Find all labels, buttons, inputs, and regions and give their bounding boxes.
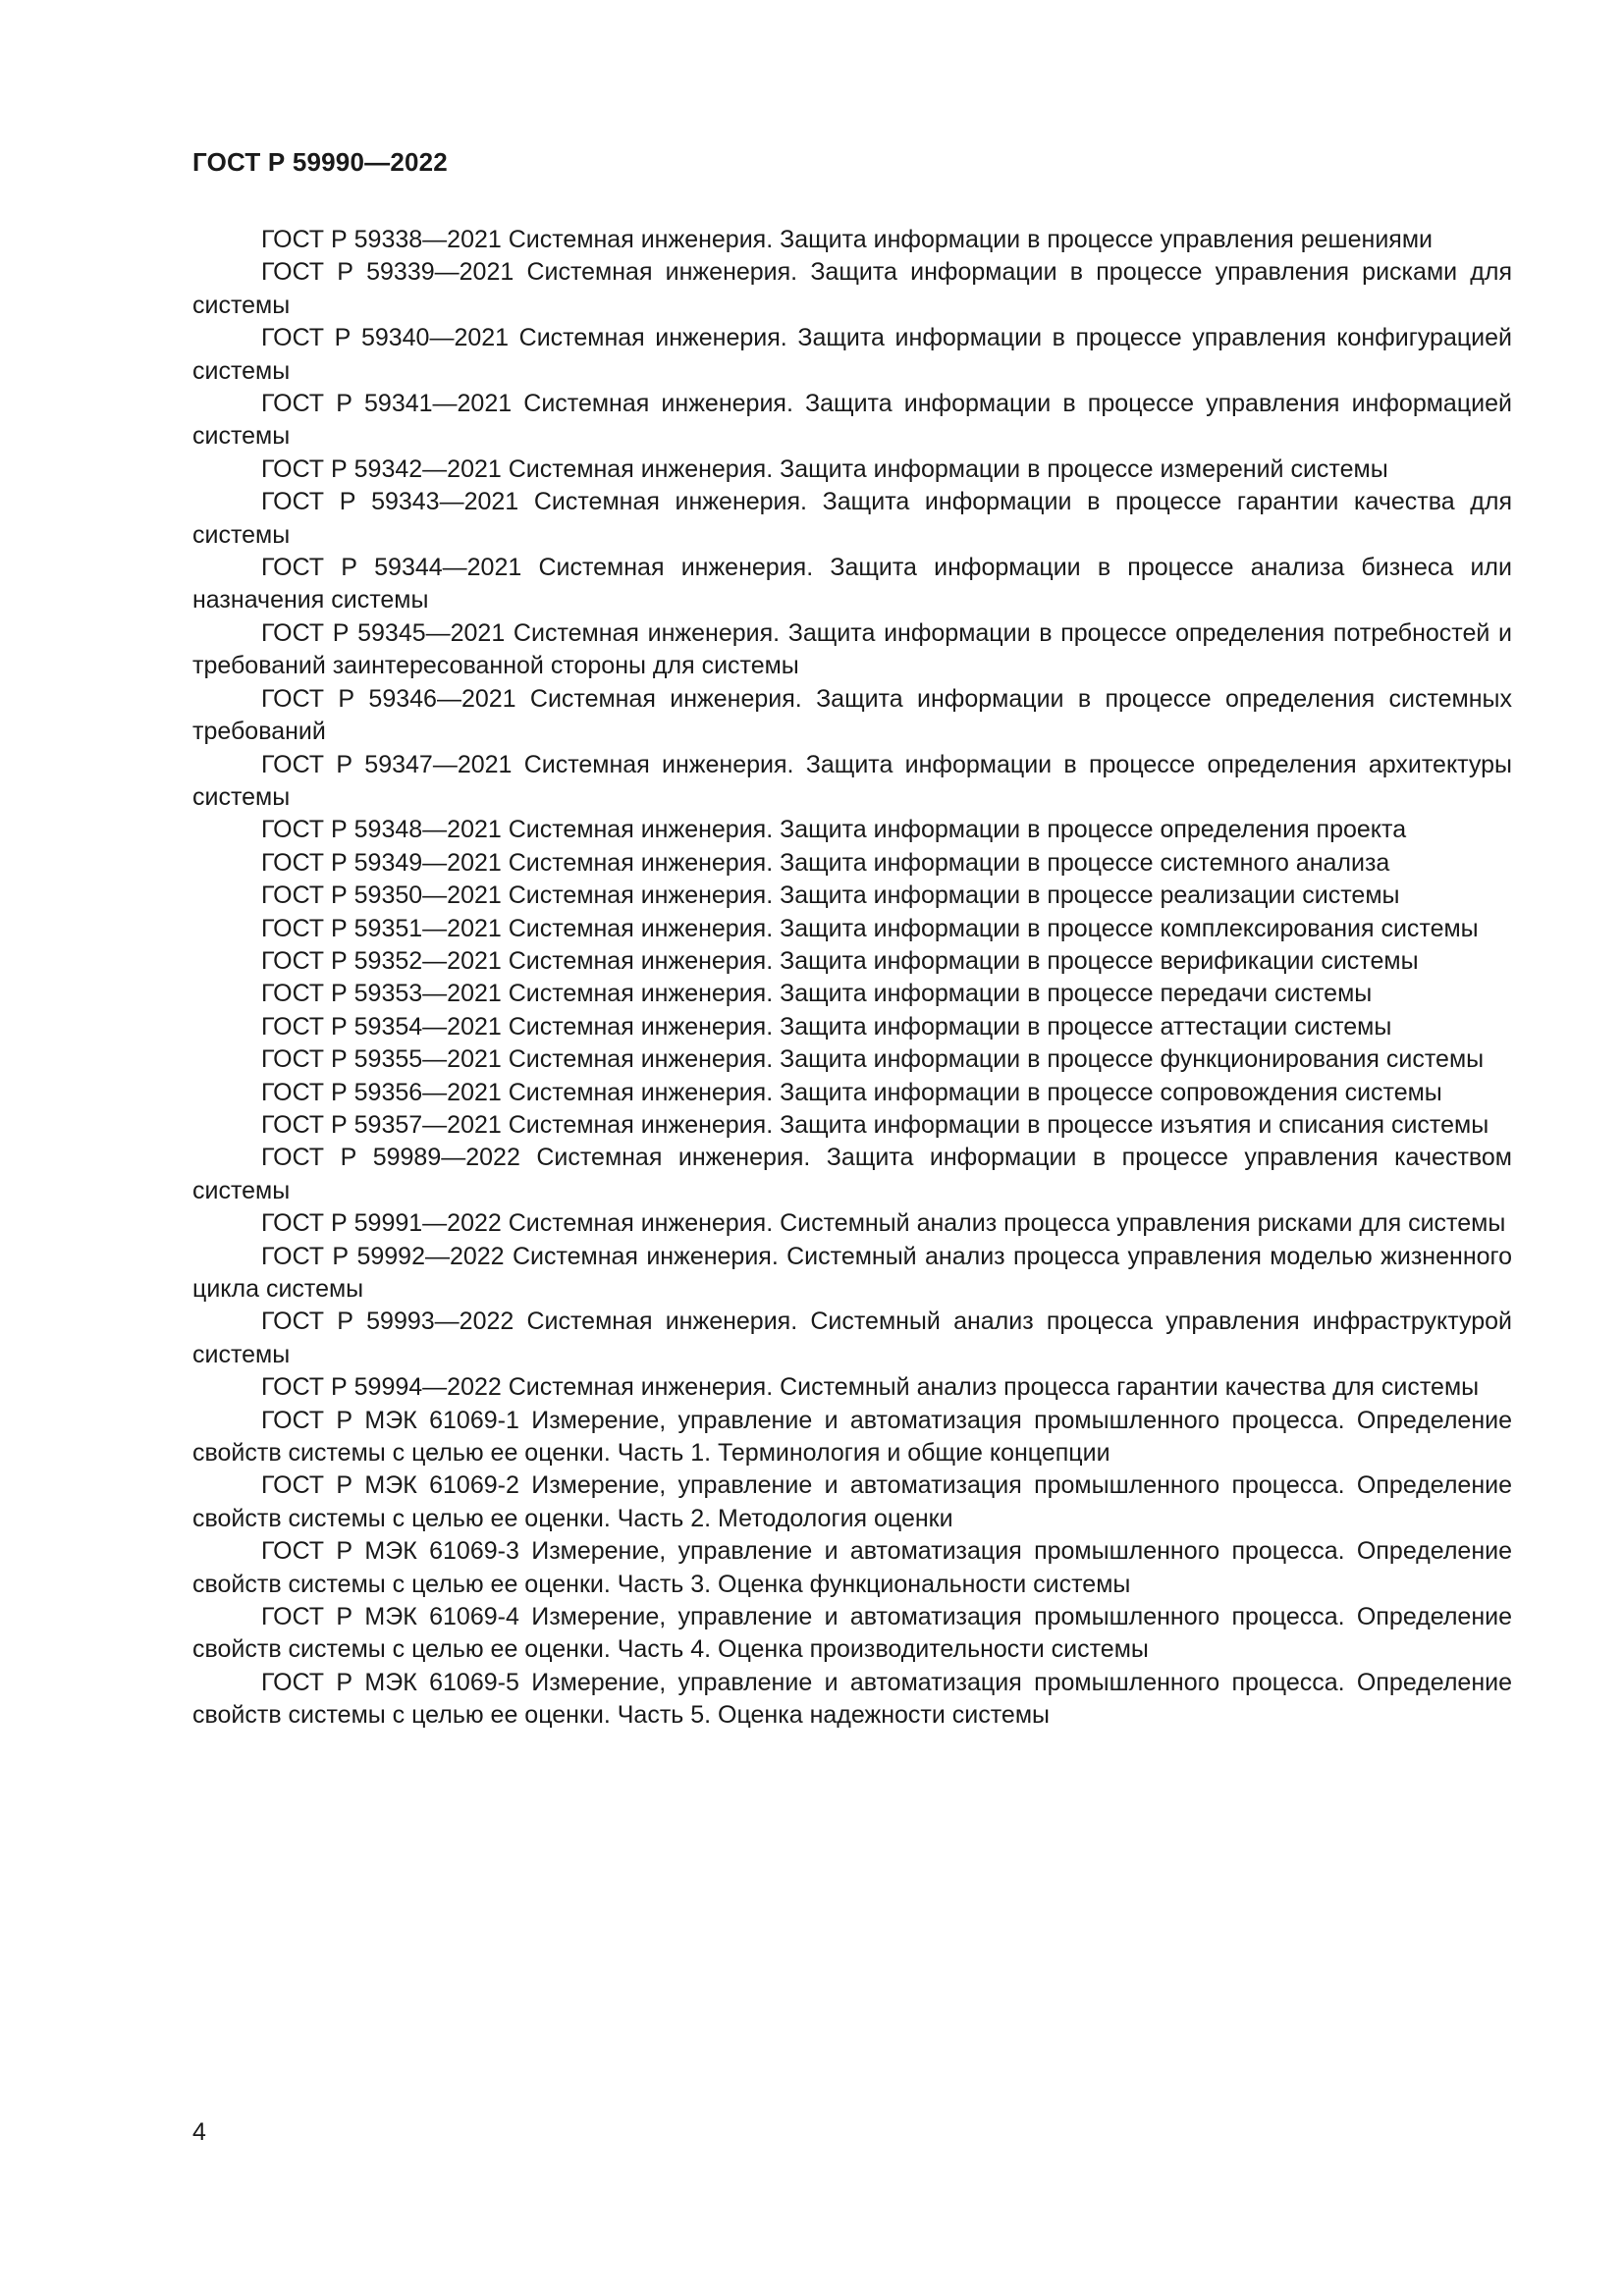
reference-item: ГОСТ Р МЭК 61069-1 Измерение, управление и автоматизация промышленного процесса. Определение свойств системы с целью ее оценки. Часть 1. Терминология и общие концепции xyxy=(192,1406,1512,1468)
references-list xyxy=(192,224,1512,1733)
page-number: 4 xyxy=(192,2118,206,2146)
reference-item: ГОСТ Р 59352—2021 Системная инженерия. Защита информации в процессе верификации системы xyxy=(261,946,1419,975)
reference-item: ГОСТ Р 59345—2021 Системная инженерия. Защита информации в процессе определения потребностей и требований заинтересованной стороны для системы xyxy=(192,618,1512,680)
reference-item: ГОСТ Р 59356—2021 Системная инженерия. Защита информации в процессе сопровождения системы xyxy=(261,1078,1442,1106)
reference-item: ГОСТ Р МЭК 61069-4 Измерение, управление и автоматизация промышленного процесса. Определение свойств системы с целью ее оценки. Часть 4. Оценка производительности системы xyxy=(192,1603,1512,1664)
reference-item: ГОСТ Р 59348—2021 Системная инженерия. Защита информации в процессе определения проекта xyxy=(261,816,1407,844)
reference-item: ГОСТ Р 59992—2022 Системная инженерия. Системный анализ процесса управления моделью жизненного цикла системы xyxy=(192,1242,1512,1303)
reference-item: ГОСТ Р МЭК 61069-5 Измерение, управление и автоматизация промышленного процесса. Определение свойств системы с целью ее оценки. Часть 5. Оценка надежности системы xyxy=(192,1668,1512,1730)
reference-item: ГОСТ Р 59341—2021 Системная инженерия. Защита информации в процессе управления информацией системы xyxy=(192,390,1512,451)
reference-item: ГОСТ Р 59340—2021 Системная инженерия. Защита информации в процессе управления конфигурацией системы xyxy=(192,324,1512,385)
reference-item: ГОСТ Р 59338—2021 Системная инженерия. Защита информации в процессе управления решениями xyxy=(261,226,1433,253)
reference-item: ГОСТ Р МЭК 61069-3 Измерение, управление и автоматизация промышленного процесса. Определение свойств системы с целью ее оценки. Часть 3. Оценка функциональности системы xyxy=(192,1537,1512,1598)
reference-item: ГОСТ Р 59354—2021 Системная инженерия. Защита информации в процессе аттестации системы xyxy=(261,1012,1392,1041)
reference-item: ГОСТ Р МЭК 61069-2 Измерение, управление и автоматизация промышленного процесса. Определение свойств системы с целью ее оценки. Часть 2. Методология оценки xyxy=(192,1471,1512,1532)
reference-item: ГОСТ Р 59353—2021 Системная инженерия. Защита информации в процессе передачи системы xyxy=(261,980,1373,1008)
reference-item: ГОСТ Р 59993—2022 Системная инженерия. Системный анализ процесса управления инфраструктурой системы xyxy=(192,1308,1512,1368)
reference-item: ГОСТ Р 59346—2021 Системная инженерия. Защита информации в процессе определения системных требований xyxy=(192,684,1512,746)
reference-item: ГОСТ Р 59357—2021 Системная инженерия. Защита информации в процессе изъятия и списания системы xyxy=(261,1110,1489,1139)
reference-item: ГОСТ Р 59339—2021 Системная инженерия. Защита информации в процессе управления рисками для системы xyxy=(192,258,1512,319)
reference-item: ГОСТ Р 59994—2022 Системная инженерия. Системный анализ процесса гарантии качества для системы xyxy=(261,1373,1480,1402)
reference-item: ГОСТ Р 59347—2021 Системная инженерия. Защита информации в процессе определения архитектуры системы xyxy=(192,750,1512,811)
document-header: ГОСТ Р 59990—2022 xyxy=(192,147,448,177)
reference-item: ГОСТ Р 59344—2021 Системная инженерия. Защита информации в процессе анализа бизнеса или назначения системы xyxy=(192,554,1512,614)
reference-item: ГОСТ Р 59991—2022 Системная инженерия. Системный анализ процесса управления рисками для системы xyxy=(261,1209,1506,1238)
reference-item: ГОСТ Р 59350—2021 Системная инженерия. Защита информации в процессе реализации системы xyxy=(261,881,1400,910)
reference-item: ГОСТ Р 59989—2022 Системная инженерия. Защита информации в процессе управления качеством системы xyxy=(192,1144,1512,1204)
reference-item: ГОСТ Р 59343—2021 Системная инженерия. Защита информации в процессе гарантии качества для системы xyxy=(192,488,1512,549)
reference-item: ГОСТ Р 59342—2021 Системная инженерия. Защита информации в процессе измерений системы xyxy=(261,454,1388,483)
reference-item: ГОСТ Р 59351—2021 Системная инженерия. Защита информации в процессе комплексирования системы xyxy=(261,914,1479,942)
reference-item: ГОСТ Р 59349—2021 Системная инженерия. Защита информации в процессе системного анализа xyxy=(261,848,1390,877)
reference-item: ГОСТ Р 59355—2021 Системная инженерия. Защита информации в процессе функционирования системы xyxy=(261,1045,1485,1074)
